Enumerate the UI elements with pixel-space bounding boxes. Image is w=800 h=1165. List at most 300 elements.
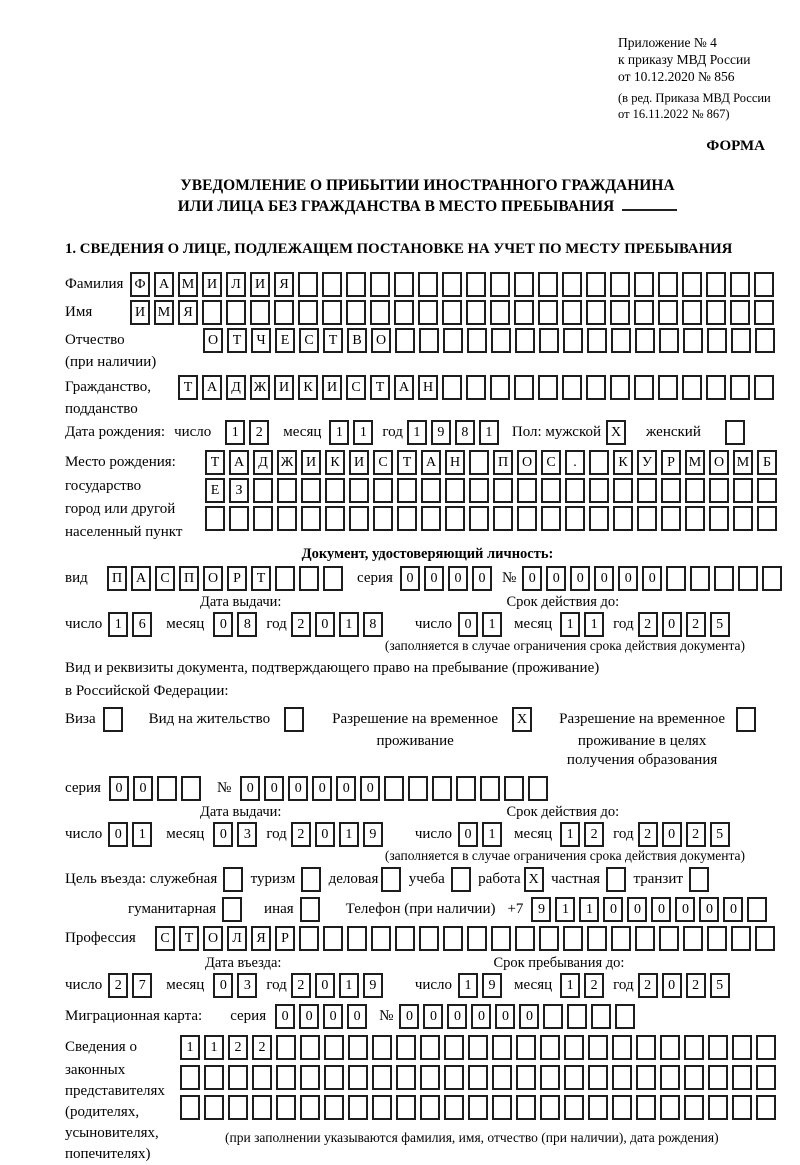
surname-boxes-cell-3[interactable]: М: [178, 272, 198, 297]
representatives-row1-boxes-cell-9[interactable]: [372, 1035, 392, 1060]
representatives-row2-boxes-cell-24[interactable]: [732, 1065, 752, 1090]
birth-place-row3-boxes-cell-24[interactable]: [757, 506, 777, 531]
stay-year-boxes-cell-1[interactable]: 2: [638, 973, 658, 998]
citizenship-boxes-cell-21[interactable]: [658, 375, 678, 400]
profession-boxes-cell-9[interactable]: [347, 926, 367, 951]
phone-boxes-cell-10[interactable]: [747, 897, 767, 922]
doc-series-boxes-cell-3[interactable]: 0: [448, 566, 468, 591]
doc-series-boxes-cell-1[interactable]: 0: [400, 566, 420, 591]
birth-place-row2-boxes-cell-9[interactable]: [397, 478, 417, 503]
birth-place-row3-boxes-cell-5[interactable]: [301, 506, 321, 531]
stay-day-boxes-cell-2[interactable]: 9: [482, 973, 502, 998]
stay-day-boxes[interactable]: [458, 973, 506, 998]
permit-issue-month-boxes-cell-1[interactable]: 0: [213, 822, 233, 847]
representatives-row3-boxes-cell-14[interactable]: [492, 1095, 512, 1120]
permit-number-boxes-cell-2[interactable]: 0: [264, 776, 284, 801]
doc-issue-year-boxes-cell-2[interactable]: 0: [315, 612, 335, 637]
birth-place-row2-boxes-cell-20[interactable]: [661, 478, 681, 503]
doc-type-boxes-cell-8[interactable]: [275, 566, 295, 591]
representatives-row3-boxes-cell-2[interactable]: [204, 1095, 224, 1120]
representatives-row1-boxes-cell-6[interactable]: [300, 1035, 320, 1060]
given-name-boxes-cell-21[interactable]: [610, 300, 630, 325]
birth-place-row2-boxes-cell-15[interactable]: [541, 478, 561, 503]
purpose-business-checkbox[interactable]: [381, 867, 405, 892]
purpose-private-checkbox[interactable]: [606, 867, 630, 892]
birth-place-row1-boxes-cell-3[interactable]: Д: [253, 450, 273, 475]
stay-month-boxes[interactable]: [560, 973, 608, 998]
given-name-boxes-cell-16[interactable]: [490, 300, 510, 325]
representatives-row2-boxes-cell-4[interactable]: [252, 1065, 272, 1090]
profession-boxes-cell-17[interactable]: [539, 926, 559, 951]
stay-month-boxes-cell-2[interactable]: 2: [584, 973, 604, 998]
representatives-row1-boxes-cell-12[interactable]: [444, 1035, 464, 1060]
given-name-boxes-cell-9[interactable]: [322, 300, 342, 325]
birth-day-boxes[interactable]: [225, 420, 273, 445]
given-name-boxes-cell-18[interactable]: [538, 300, 558, 325]
doc-valid-year-boxes-cell-1[interactable]: 2: [638, 612, 658, 637]
sex-female-checkbox-cell-1[interactable]: [725, 420, 745, 445]
birth-place-row3-boxes-cell-17[interactable]: [589, 506, 609, 531]
birth-month-boxes-cell-1[interactable]: 1: [329, 420, 349, 445]
entry-day-boxes-cell-2[interactable]: 7: [132, 973, 152, 998]
doc-type-boxes-cell-6[interactable]: Р: [227, 566, 247, 591]
permit-valid-year-boxes-cell-1[interactable]: 2: [638, 822, 658, 847]
doc-valid-day-boxes[interactable]: [458, 612, 506, 637]
representatives-row2-boxes-cell-9[interactable]: [372, 1065, 392, 1090]
citizenship-boxes-cell-8[interactable]: С: [346, 375, 366, 400]
representatives-row1-boxes-cell-25[interactable]: [756, 1035, 776, 1060]
citizenship-boxes-cell-22[interactable]: [682, 375, 702, 400]
birth-place-row2-boxes-cell-6[interactable]: [325, 478, 345, 503]
representatives-row3-boxes-cell-1[interactable]: [180, 1095, 200, 1120]
entry-month-boxes-cell-2[interactable]: 3: [237, 973, 257, 998]
patronymic-boxes-cell-18[interactable]: [611, 328, 631, 353]
birth-place-row1-boxes-cell-23[interactable]: М: [733, 450, 753, 475]
representatives-row2-boxes-cell-18[interactable]: [588, 1065, 608, 1090]
given-name-boxes-cell-15[interactable]: [466, 300, 486, 325]
birth-place-row1-boxes-cell-2[interactable]: А: [229, 450, 249, 475]
entry-year-boxes-cell-1[interactable]: 2: [291, 973, 311, 998]
permit-series-boxes-cell-2[interactable]: 0: [133, 776, 153, 801]
birth-place-row1-boxes-cell-8[interactable]: С: [373, 450, 393, 475]
patronymic-boxes-cell-16[interactable]: [563, 328, 583, 353]
profession-boxes-cell-2[interactable]: Т: [179, 926, 199, 951]
representatives-row2-boxes-cell-3[interactable]: [228, 1065, 248, 1090]
permit-series-boxes-cell-1[interactable]: 0: [109, 776, 129, 801]
patronymic-boxes-cell-14[interactable]: [515, 328, 535, 353]
birth-place-row2-boxes-cell-10[interactable]: [421, 478, 441, 503]
citizenship-boxes-cell-18[interactable]: [586, 375, 606, 400]
doc-valid-day-boxes-cell-1[interactable]: 0: [458, 612, 478, 637]
citizenship-boxes-cell-3[interactable]: Д: [226, 375, 246, 400]
surname-boxes-cell-18[interactable]: [538, 272, 558, 297]
doc-number-boxes-cell-9[interactable]: [714, 566, 734, 591]
residence-permit-checkbox[interactable]: [284, 707, 308, 732]
birth-place-row2-boxes-cell-11[interactable]: [445, 478, 465, 503]
surname-boxes-cell-21[interactable]: [610, 272, 630, 297]
birth-place-row2-boxes[interactable]: [205, 478, 781, 503]
citizenship-boxes-cell-20[interactable]: [634, 375, 654, 400]
doc-series-boxes-cell-4[interactable]: 0: [472, 566, 492, 591]
birth-place-row3-boxes-cell-15[interactable]: [541, 506, 561, 531]
permit-issue-year-boxes[interactable]: [291, 822, 387, 847]
doc-valid-month-boxes-cell-1[interactable]: 1: [560, 612, 580, 637]
doc-valid-year-boxes-cell-4[interactable]: 5: [710, 612, 730, 637]
patronymic-boxes-cell-21[interactable]: [683, 328, 703, 353]
doc-number-boxes-cell-4[interactable]: 0: [594, 566, 614, 591]
representatives-row1-boxes-cell-11[interactable]: [420, 1035, 440, 1060]
purpose-work-checkbox-cell-1[interactable]: X: [524, 867, 544, 892]
phone-boxes-cell-8[interactable]: 0: [699, 897, 719, 922]
birth-place-row2-boxes-cell-22[interactable]: [709, 478, 729, 503]
doc-number-boxes-cell-8[interactable]: [690, 566, 710, 591]
given-name-boxes-cell-17[interactable]: [514, 300, 534, 325]
birth-place-row1-boxes-cell-24[interactable]: Б: [757, 450, 777, 475]
representatives-row1-boxes-cell-16[interactable]: [540, 1035, 560, 1060]
birth-place-row2-boxes-cell-3[interactable]: [253, 478, 273, 503]
citizenship-boxes-cell-5[interactable]: И: [274, 375, 294, 400]
mig-number-boxes[interactable]: [399, 1004, 639, 1029]
citizenship-boxes-cell-17[interactable]: [562, 375, 582, 400]
citizenship-boxes-cell-16[interactable]: [538, 375, 558, 400]
given-name-boxes[interactable]: [130, 300, 778, 325]
citizenship-boxes-cell-23[interactable]: [706, 375, 726, 400]
given-name-boxes-cell-2[interactable]: М: [154, 300, 174, 325]
patronymic-boxes[interactable]: [203, 328, 779, 353]
birth-place-row1-boxes-cell-19[interactable]: У: [637, 450, 657, 475]
given-name-boxes-cell-8[interactable]: [298, 300, 318, 325]
representatives-row1-boxes-cell-2[interactable]: 1: [204, 1035, 224, 1060]
representatives-row1-boxes-cell-14[interactable]: [492, 1035, 512, 1060]
doc-type-boxes[interactable]: [107, 566, 347, 591]
citizenship-boxes-cell-11[interactable]: Н: [418, 375, 438, 400]
surname-boxes[interactable]: [130, 272, 778, 297]
birth-place-row1-boxes-cell-10[interactable]: А: [421, 450, 441, 475]
profession-boxes-cell-4[interactable]: Л: [227, 926, 247, 951]
patronymic-boxes-cell-1[interactable]: О: [203, 328, 223, 353]
doc-issue-month-boxes-cell-2[interactable]: 8: [237, 612, 257, 637]
given-name-boxes-cell-7[interactable]: [274, 300, 294, 325]
permit-valid-month-boxes-cell-2[interactable]: 2: [584, 822, 604, 847]
doc-number-boxes[interactable]: [522, 566, 786, 591]
permit-number-boxes-cell-12[interactable]: [504, 776, 524, 801]
permit-number-boxes-cell-6[interactable]: 0: [360, 776, 380, 801]
doc-type-boxes-cell-5[interactable]: О: [203, 566, 223, 591]
birth-year-boxes-cell-1[interactable]: 1: [407, 420, 427, 445]
permit-valid-year-boxes-cell-2[interactable]: 0: [662, 822, 682, 847]
given-name-boxes-cell-14[interactable]: [442, 300, 462, 325]
permit-number-boxes-cell-3[interactable]: 0: [288, 776, 308, 801]
profession-boxes-cell-5[interactable]: Я: [251, 926, 271, 951]
permit-valid-month-boxes[interactable]: [560, 822, 608, 847]
given-name-boxes-cell-22[interactable]: [634, 300, 654, 325]
birth-day-boxes-cell-2[interactable]: 2: [249, 420, 269, 445]
representatives-row3-boxes-cell-21[interactable]: [660, 1095, 680, 1120]
doc-number-boxes-cell-11[interactable]: [762, 566, 782, 591]
doc-number-boxes-cell-2[interactable]: 0: [546, 566, 566, 591]
representatives-row3-boxes-cell-23[interactable]: [708, 1095, 728, 1120]
birth-place-row1-boxes-cell-11[interactable]: Н: [445, 450, 465, 475]
surname-boxes-cell-17[interactable]: [514, 272, 534, 297]
profession-boxes-cell-23[interactable]: [683, 926, 703, 951]
representatives-row2-boxes-cell-25[interactable]: [756, 1065, 776, 1090]
representatives-row3-boxes-cell-4[interactable]: [252, 1095, 272, 1120]
doc-number-boxes-cell-3[interactable]: 0: [570, 566, 590, 591]
permit-number-boxes-cell-11[interactable]: [480, 776, 500, 801]
birth-place-row1-boxes-cell-5[interactable]: И: [301, 450, 321, 475]
representatives-row1-boxes-cell-8[interactable]: [348, 1035, 368, 1060]
birth-place-row2-boxes-cell-24[interactable]: [757, 478, 777, 503]
given-name-boxes-cell-4[interactable]: [202, 300, 222, 325]
patronymic-boxes-cell-3[interactable]: Ч: [251, 328, 271, 353]
permit-issue-year-boxes-cell-2[interactable]: 0: [315, 822, 335, 847]
birth-place-row3-boxes-cell-22[interactable]: [709, 506, 729, 531]
profession-boxes-cell-7[interactable]: [299, 926, 319, 951]
doc-number-boxes-cell-7[interactable]: [666, 566, 686, 591]
birth-place-row2-boxes-cell-4[interactable]: [277, 478, 297, 503]
citizenship-boxes-cell-10[interactable]: А: [394, 375, 414, 400]
representatives-row3-boxes-cell-20[interactable]: [636, 1095, 656, 1120]
patronymic-boxes-cell-7[interactable]: В: [347, 328, 367, 353]
representatives-row3-boxes-cell-12[interactable]: [444, 1095, 464, 1120]
permit-number-boxes-cell-5[interactable]: 0: [336, 776, 356, 801]
profession-boxes-cell-26[interactable]: [755, 926, 775, 951]
sex-female-checkbox[interactable]: [725, 420, 749, 445]
doc-issue-month-boxes-cell-1[interactable]: 0: [213, 612, 233, 637]
citizenship-boxes-cell-12[interactable]: [442, 375, 462, 400]
doc-type-boxes-cell-4[interactable]: П: [179, 566, 199, 591]
residence-permit-checkbox-cell-1[interactable]: [284, 707, 304, 732]
purpose-humanitarian-checkbox[interactable]: [222, 897, 246, 922]
birth-place-row3-boxes-cell-11[interactable]: [445, 506, 465, 531]
citizenship-boxes-cell-19[interactable]: [610, 375, 630, 400]
permit-number-boxes-cell-9[interactable]: [432, 776, 452, 801]
representatives-row1-boxes-cell-17[interactable]: [564, 1035, 584, 1060]
birth-place-row1-boxes-cell-20[interactable]: Р: [661, 450, 681, 475]
surname-boxes-cell-14[interactable]: [442, 272, 462, 297]
patronymic-boxes-cell-2[interactable]: Т: [227, 328, 247, 353]
representatives-row3-boxes-cell-10[interactable]: [396, 1095, 416, 1120]
representatives-row2-boxes-cell-13[interactable]: [468, 1065, 488, 1090]
doc-valid-year-boxes-cell-3[interactable]: 2: [686, 612, 706, 637]
doc-issue-year-boxes-cell-1[interactable]: 2: [291, 612, 311, 637]
birth-place-row1-boxes-cell-18[interactable]: К: [613, 450, 633, 475]
birth-place-row3-boxes-cell-2[interactable]: [229, 506, 249, 531]
representatives-row3-boxes-cell-6[interactable]: [300, 1095, 320, 1120]
profession-boxes-cell-13[interactable]: [443, 926, 463, 951]
representatives-row2-boxes-cell-1[interactable]: [180, 1065, 200, 1090]
representatives-row1-boxes-cell-1[interactable]: 1: [180, 1035, 200, 1060]
purpose-official-checkbox[interactable]: [223, 867, 247, 892]
representatives-row1-boxes-cell-23[interactable]: [708, 1035, 728, 1060]
citizenship-boxes-cell-1[interactable]: Т: [178, 375, 198, 400]
profession-boxes-cell-16[interactable]: [515, 926, 535, 951]
citizenship-boxes-cell-24[interactable]: [730, 375, 750, 400]
patronymic-boxes-cell-10[interactable]: [419, 328, 439, 353]
permit-valid-year-boxes-cell-4[interactable]: 5: [710, 822, 730, 847]
doc-issue-day-boxes-cell-1[interactable]: 1: [108, 612, 128, 637]
patronymic-boxes-cell-11[interactable]: [443, 328, 463, 353]
mig-series-boxes-cell-1[interactable]: 0: [275, 1004, 295, 1029]
representatives-row2-boxes-cell-12[interactable]: [444, 1065, 464, 1090]
representatives-row3-boxes-cell-19[interactable]: [612, 1095, 632, 1120]
profession-boxes-cell-24[interactable]: [707, 926, 727, 951]
birth-place-row2-boxes-cell-8[interactable]: [373, 478, 393, 503]
surname-boxes-cell-25[interactable]: [706, 272, 726, 297]
birth-place-row3-boxes[interactable]: [205, 506, 781, 531]
profession-boxes-cell-22[interactable]: [659, 926, 679, 951]
given-name-boxes-cell-6[interactable]: [250, 300, 270, 325]
surname-boxes-cell-16[interactable]: [490, 272, 510, 297]
representatives-row1-boxes-cell-19[interactable]: [612, 1035, 632, 1060]
visa-checkbox[interactable]: [103, 707, 127, 732]
profession-boxes-cell-18[interactable]: [563, 926, 583, 951]
phone-boxes-cell-6[interactable]: 0: [651, 897, 671, 922]
birth-place-row1-boxes-cell-6[interactable]: К: [325, 450, 345, 475]
representatives-row3-boxes-cell-18[interactable]: [588, 1095, 608, 1120]
representatives-row2-boxes[interactable]: [180, 1065, 780, 1090]
birth-place-row2-boxes-cell-17[interactable]: [589, 478, 609, 503]
citizenship-boxes-cell-15[interactable]: [514, 375, 534, 400]
mig-number-boxes-cell-1[interactable]: 0: [399, 1004, 419, 1029]
sex-male-checkbox[interactable]: [606, 420, 630, 445]
doc-number-boxes-cell-6[interactable]: 0: [642, 566, 662, 591]
profession-boxes-cell-6[interactable]: Р: [275, 926, 295, 951]
given-name-boxes-cell-10[interactable]: [346, 300, 366, 325]
permit-valid-day-boxes[interactable]: [458, 822, 506, 847]
representatives-row1-boxes-cell-13[interactable]: [468, 1035, 488, 1060]
profession-boxes-cell-1[interactable]: С: [155, 926, 175, 951]
given-name-boxes-cell-3[interactable]: Я: [178, 300, 198, 325]
birth-place-row2-boxes-cell-5[interactable]: [301, 478, 321, 503]
profession-boxes[interactable]: [155, 926, 779, 951]
birth-place-row1-boxes-cell-13[interactable]: П: [493, 450, 513, 475]
permit-valid-month-boxes-cell-1[interactable]: 1: [560, 822, 580, 847]
representatives-row1-boxes-cell-20[interactable]: [636, 1035, 656, 1060]
birth-place-row2-boxes-cell-16[interactable]: [565, 478, 585, 503]
given-name-boxes-cell-1[interactable]: И: [130, 300, 150, 325]
surname-boxes-cell-13[interactable]: [418, 272, 438, 297]
representatives-row3-boxes-cell-24[interactable]: [732, 1095, 752, 1120]
temp-residence-checkbox-cell-1[interactable]: X: [512, 707, 532, 732]
given-name-boxes-cell-20[interactable]: [586, 300, 606, 325]
visa-checkbox-cell-1[interactable]: [103, 707, 123, 732]
profession-boxes-cell-12[interactable]: [419, 926, 439, 951]
mig-number-boxes-cell-2[interactable]: 0: [423, 1004, 443, 1029]
given-name-boxes-cell-27[interactable]: [754, 300, 774, 325]
entry-month-boxes-cell-1[interactable]: 0: [213, 973, 233, 998]
profession-boxes-cell-8[interactable]: [323, 926, 343, 951]
birth-year-boxes-cell-3[interactable]: 8: [455, 420, 475, 445]
purpose-transit-checkbox-cell-1[interactable]: [689, 867, 709, 892]
surname-boxes-cell-1[interactable]: Ф: [130, 272, 150, 297]
representatives-row2-boxes-cell-2[interactable]: [204, 1065, 224, 1090]
doc-type-boxes-cell-10[interactable]: [323, 566, 343, 591]
citizenship-boxes-cell-14[interactable]: [490, 375, 510, 400]
doc-number-boxes-cell-5[interactable]: 0: [618, 566, 638, 591]
representatives-row2-boxes-cell-10[interactable]: [396, 1065, 416, 1090]
doc-type-boxes-cell-2[interactable]: А: [131, 566, 151, 591]
representatives-row1-boxes-cell-5[interactable]: [276, 1035, 296, 1060]
patronymic-boxes-cell-22[interactable]: [707, 328, 727, 353]
birth-place-row2-boxes-cell-1[interactable]: Е: [205, 478, 225, 503]
birth-month-boxes[interactable]: [329, 420, 377, 445]
permit-series-boxes-cell-3[interactable]: [157, 776, 177, 801]
temp-residence-edu-checkbox[interactable]: [736, 707, 760, 732]
representatives-row1-boxes[interactable]: [180, 1035, 780, 1060]
doc-issue-year-boxes-cell-3[interactable]: 1: [339, 612, 359, 637]
purpose-other-checkbox[interactable]: [300, 897, 324, 922]
surname-boxes-cell-20[interactable]: [586, 272, 606, 297]
purpose-official-checkbox-cell-1[interactable]: [223, 867, 243, 892]
stay-day-boxes-cell-1[interactable]: 1: [458, 973, 478, 998]
permit-number-boxes-cell-1[interactable]: 0: [240, 776, 260, 801]
profession-boxes-cell-14[interactable]: [467, 926, 487, 951]
permit-issue-day-boxes-cell-1[interactable]: 0: [108, 822, 128, 847]
doc-series-boxes-cell-2[interactable]: 0: [424, 566, 444, 591]
phone-boxes-cell-1[interactable]: 9: [531, 897, 551, 922]
birth-place-row2-boxes-cell-18[interactable]: [613, 478, 633, 503]
purpose-study-checkbox-cell-1[interactable]: [451, 867, 471, 892]
purpose-work-checkbox[interactable]: [524, 867, 548, 892]
representatives-row3-boxes-cell-5[interactable]: [276, 1095, 296, 1120]
entry-year-boxes-cell-4[interactable]: 9: [363, 973, 383, 998]
permit-issue-month-boxes-cell-2[interactable]: 3: [237, 822, 257, 847]
surname-boxes-cell-5[interactable]: Л: [226, 272, 246, 297]
representatives-row2-boxes-cell-23[interactable]: [708, 1065, 728, 1090]
mig-series-boxes[interactable]: [275, 1004, 371, 1029]
permit-issue-year-boxes-cell-1[interactable]: 2: [291, 822, 311, 847]
entry-month-boxes[interactable]: [213, 973, 261, 998]
birth-month-boxes-cell-2[interactable]: 1: [353, 420, 373, 445]
mig-number-boxes-cell-6[interactable]: 0: [519, 1004, 539, 1029]
representatives-row2-boxes-cell-7[interactable]: [324, 1065, 344, 1090]
purpose-private-checkbox-cell-1[interactable]: [606, 867, 626, 892]
permit-issue-year-boxes-cell-3[interactable]: 1: [339, 822, 359, 847]
permit-issue-day-boxes[interactable]: [108, 822, 156, 847]
birth-place-row2-boxes-cell-23[interactable]: [733, 478, 753, 503]
profession-boxes-cell-11[interactable]: [395, 926, 415, 951]
patronymic-boxes-cell-24[interactable]: [755, 328, 775, 353]
representatives-row3-boxes[interactable]: [180, 1095, 780, 1120]
permit-number-boxes[interactable]: [240, 776, 552, 801]
representatives-row2-boxes-cell-19[interactable]: [612, 1065, 632, 1090]
birth-day-boxes-cell-1[interactable]: 1: [225, 420, 245, 445]
profession-boxes-cell-19[interactable]: [587, 926, 607, 951]
surname-boxes-cell-22[interactable]: [634, 272, 654, 297]
given-name-boxes-cell-19[interactable]: [562, 300, 582, 325]
birth-place-row3-boxes-cell-4[interactable]: [277, 506, 297, 531]
given-name-boxes-cell-12[interactable]: [394, 300, 414, 325]
surname-boxes-cell-9[interactable]: [322, 272, 342, 297]
birth-place-row1-boxes-cell-14[interactable]: О: [517, 450, 537, 475]
birth-place-row3-boxes-cell-19[interactable]: [637, 506, 657, 531]
representatives-row3-boxes-cell-15[interactable]: [516, 1095, 536, 1120]
given-name-boxes-cell-5[interactable]: [226, 300, 246, 325]
patronymic-boxes-cell-6[interactable]: Т: [323, 328, 343, 353]
citizenship-boxes-cell-7[interactable]: И: [322, 375, 342, 400]
phone-boxes-cell-9[interactable]: 0: [723, 897, 743, 922]
doc-valid-year-boxes-cell-2[interactable]: 0: [662, 612, 682, 637]
citizenship-boxes-cell-2[interactable]: А: [202, 375, 222, 400]
permit-issue-day-boxes-cell-2[interactable]: 1: [132, 822, 152, 847]
representatives-row2-boxes-cell-5[interactable]: [276, 1065, 296, 1090]
patronymic-boxes-cell-12[interactable]: [467, 328, 487, 353]
birth-year-boxes-cell-4[interactable]: 1: [479, 420, 499, 445]
purpose-business-checkbox-cell-1[interactable]: [381, 867, 401, 892]
purpose-tourism-checkbox-cell-1[interactable]: [301, 867, 321, 892]
citizenship-boxes-cell-25[interactable]: [754, 375, 774, 400]
